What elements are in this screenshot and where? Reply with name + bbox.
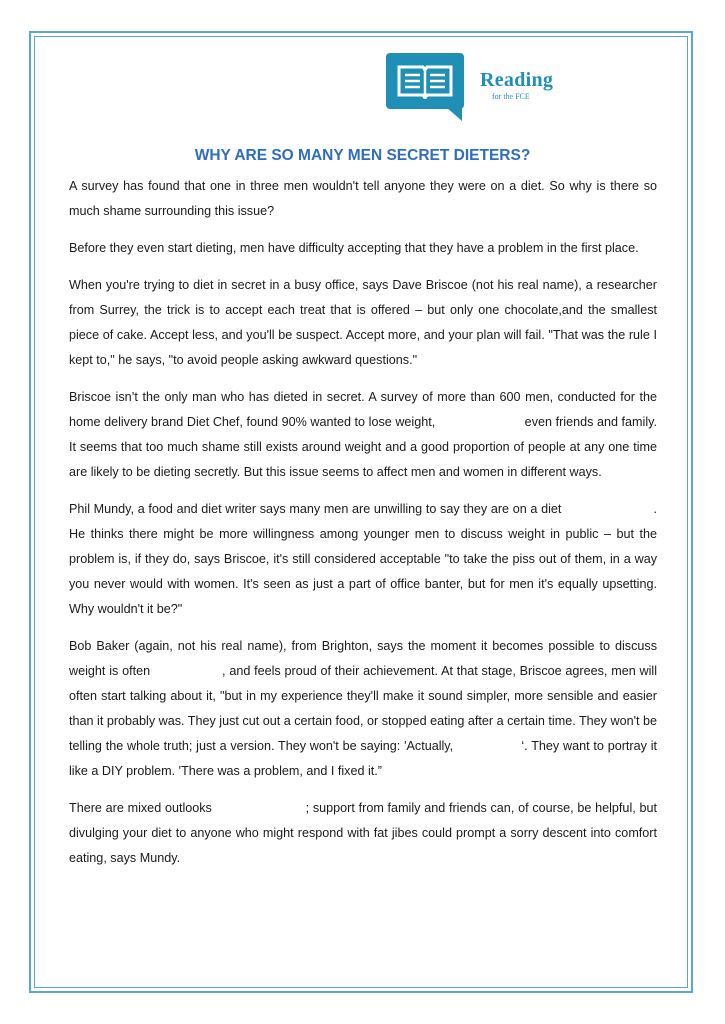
logo-speech-tail xyxy=(446,107,462,121)
paragraph-4: Briscoe isn’t the only man who has dieted in secret. A survey of more than 600 men, conducted for the home delivery brand Diet Chef, found 90% wanted to lose weight, even friends and family. It seems that too much shame still exists around weight and a good proportion of people at any one time are likely to be dieting secretly. But this issue seems to affect men and women in different ways. xyxy=(69,390,661,479)
logo-badge xyxy=(386,53,464,109)
paragraph-7: There are mixed outlooks ; support from family and friends can, of course, be helpful, but divulging your diet to anyone who might respond with fat jibes could prompt a sorry descent into comfort eating, says Mundy. xyxy=(69,801,661,865)
paragraph-1: A survey has found that one in three men wouldn't tell anyone they were on a diet. So why is there so much shame surrounding this issue? xyxy=(69,179,657,218)
paragraph-6: Bob Baker (again, not his real name), from Brighton, says the moment it becomes possible to discuss weight is often , and feels proud of their achievement. At that stage, Briscoe agrees, men will often start talking about it, "but in my experience they'll make it sound simpler, more sensible and easier than it probably was. They just cut out a certain food, or stopped eating after a certain time. They won't be telling the whole truth; just a version. They won't be saying: 'Actually, ‘. They want to portray it like a DIY problem. 'There was a problem, and I fixed it.” xyxy=(69,639,661,778)
logo-subtitle: for the FCE xyxy=(492,92,530,101)
article-title: WHY ARE SO MANY MEN SECRET DIETERS? xyxy=(194,147,531,164)
article-body xyxy=(69,174,661,871)
open-book-icon xyxy=(396,63,454,99)
reading-logo xyxy=(386,53,586,123)
paragraph-5: Phil Mundy, a food and diet writer says many men are unwilling to say they are on a diet . He thinks there might be more willingness among younger men to discuss weight in public – but the problem is, if they do, says Briscoe, it's still considered acceptable "to take the piss out of them, in a way you never would with women. It's seen as just a part of office banter, but for men it's equally upsetting. Why wouldn't it be?" xyxy=(69,502,661,616)
paragraph-2: Before they even start dieting, men have difficulty accepting that they have a problem in the first place. xyxy=(69,241,639,255)
paragraph-3: When you're trying to diet in secret in a busy office, says Dave Briscoe (not his real name), a researcher from Surrey, the trick is to accept each treat that is offered – but only one chocolate,and the smallest piece of cake. Accept less, and you'll be suspect. Accept more, and your plan will fail. "That was the rule I kept to," he says, "to avoid people asking awkward questions." xyxy=(69,278,657,367)
logo-title: Reading xyxy=(480,69,554,91)
